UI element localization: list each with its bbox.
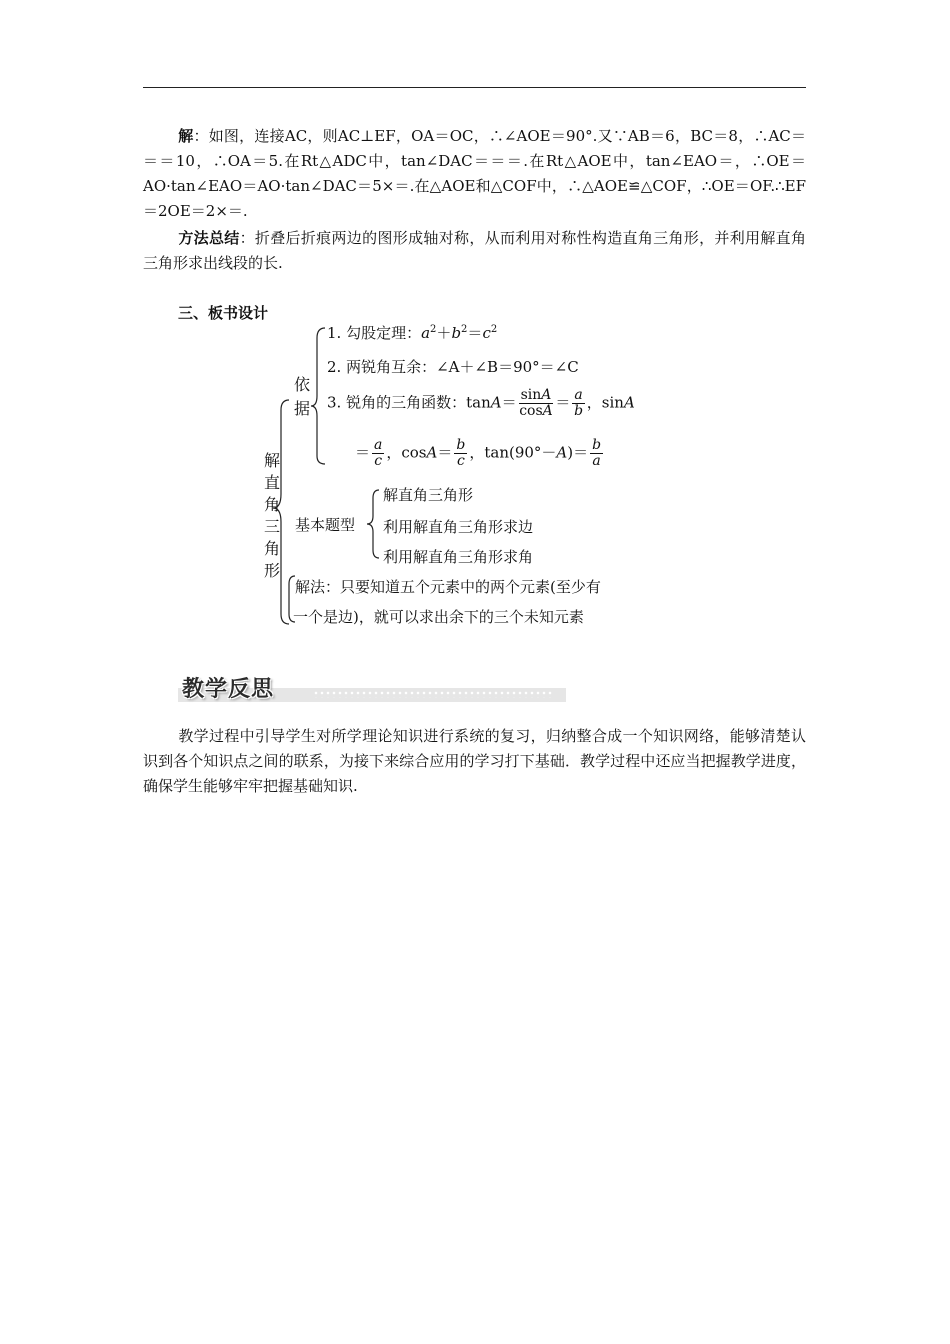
solution-label: 解 (178, 127, 194, 145)
root-char-1: 解 (263, 451, 280, 470)
basis-item-2: 2. 两锐角互余：∠A＋∠B＝90°＝∠C (327, 358, 579, 376)
basic-types-brace (367, 490, 379, 558)
banner-dots (313, 690, 553, 698)
basis-char-2: 据 (293, 399, 310, 418)
reflection-banner (178, 672, 566, 702)
basic-type-1: 解直角三角形 (383, 486, 474, 504)
root-char-2: 直 (263, 473, 280, 492)
root-char-4: 三 (263, 517, 280, 536)
board-design-diagram (255, 318, 685, 630)
root-char-5: 角 (263, 539, 280, 558)
section-title-board-design: 三、板书设计 (178, 304, 269, 322)
method-summary-paragraph (143, 226, 806, 276)
root-char-3: 角 (263, 495, 280, 514)
item3-prefix: 3. 锐角的三角函数： (327, 393, 467, 412)
reflection-text: 教学过程中引导学生对所学理论知识进行系统的复习，归纳整合成一个知识网络，能够清楚认识到各个知识点之间的联系，为接下来综合应用的学习打下基础．教学过程中还应当把握教学进度，确保学生能够牢牢把握基础知识. (143, 727, 806, 795)
method-summary-label: 方法总结 (178, 229, 240, 247)
basic-type-3: 利用解直角三角形求角 (383, 548, 534, 566)
basis-brace (311, 328, 325, 464)
method-summary-text: ：折叠后折痕两边的图形成轴对称，从而利用对称性构造直角三角形，并利用解直角三角形求出线段的长. (143, 229, 806, 272)
root-char-6: 形 (263, 561, 280, 580)
basis-item-3-cont: ＝ $\frac{a}{c}$ ，cosA＝ $\frac{b}{c}$ ，tan(90°－A)＝ $\frac{b}{a}$ (355, 437, 602, 469)
item1-prefix: 1. 勾股定理： (327, 324, 422, 342)
basic-types-label: 基本题型 (295, 516, 356, 534)
header-rule (143, 87, 806, 88)
reflection-title: 教学反思 (182, 677, 275, 702)
basic-type-2: 利用解直角三角形求边 (383, 518, 534, 536)
method-line-2: 一个是边)，就可以求出余下的三个未知元素 (293, 608, 584, 626)
solution-text: ：如图，连接AC，则AC⊥EF，OA＝OC，∴∠AOE＝90°.又∵AB＝6，BC＝8，∴AC＝＝＝10，∴OA＝5.在Rt△ADC中，tan∠DAC＝＝＝.在Rt△AOE中，tan∠EAO＝，∴OE＝AO·tan∠EAO＝AO·tan∠DAC＝5×＝.在△AOE和△COF中，∴△AOE≌△COF，∴OE＝OF.∴EF＝2OE＝2×＝. (143, 127, 806, 220)
basis-item-1: 1. 勾股定理：$a^2+b^2=c^2$ (327, 324, 498, 342)
basis-item-3: 3. 锐角的三角函数：tanA＝ $\frac{\sin A}{\cos A}$ ＝ $\frac{a}{b}$ ，sinA (327, 387, 635, 419)
basis-char-1: 依 (293, 375, 310, 394)
solution-paragraph (143, 124, 806, 224)
method-line-1: 解法：只要知道五个元素中的两个元素(至少有 (295, 578, 601, 596)
reflection-paragraph (143, 724, 806, 799)
